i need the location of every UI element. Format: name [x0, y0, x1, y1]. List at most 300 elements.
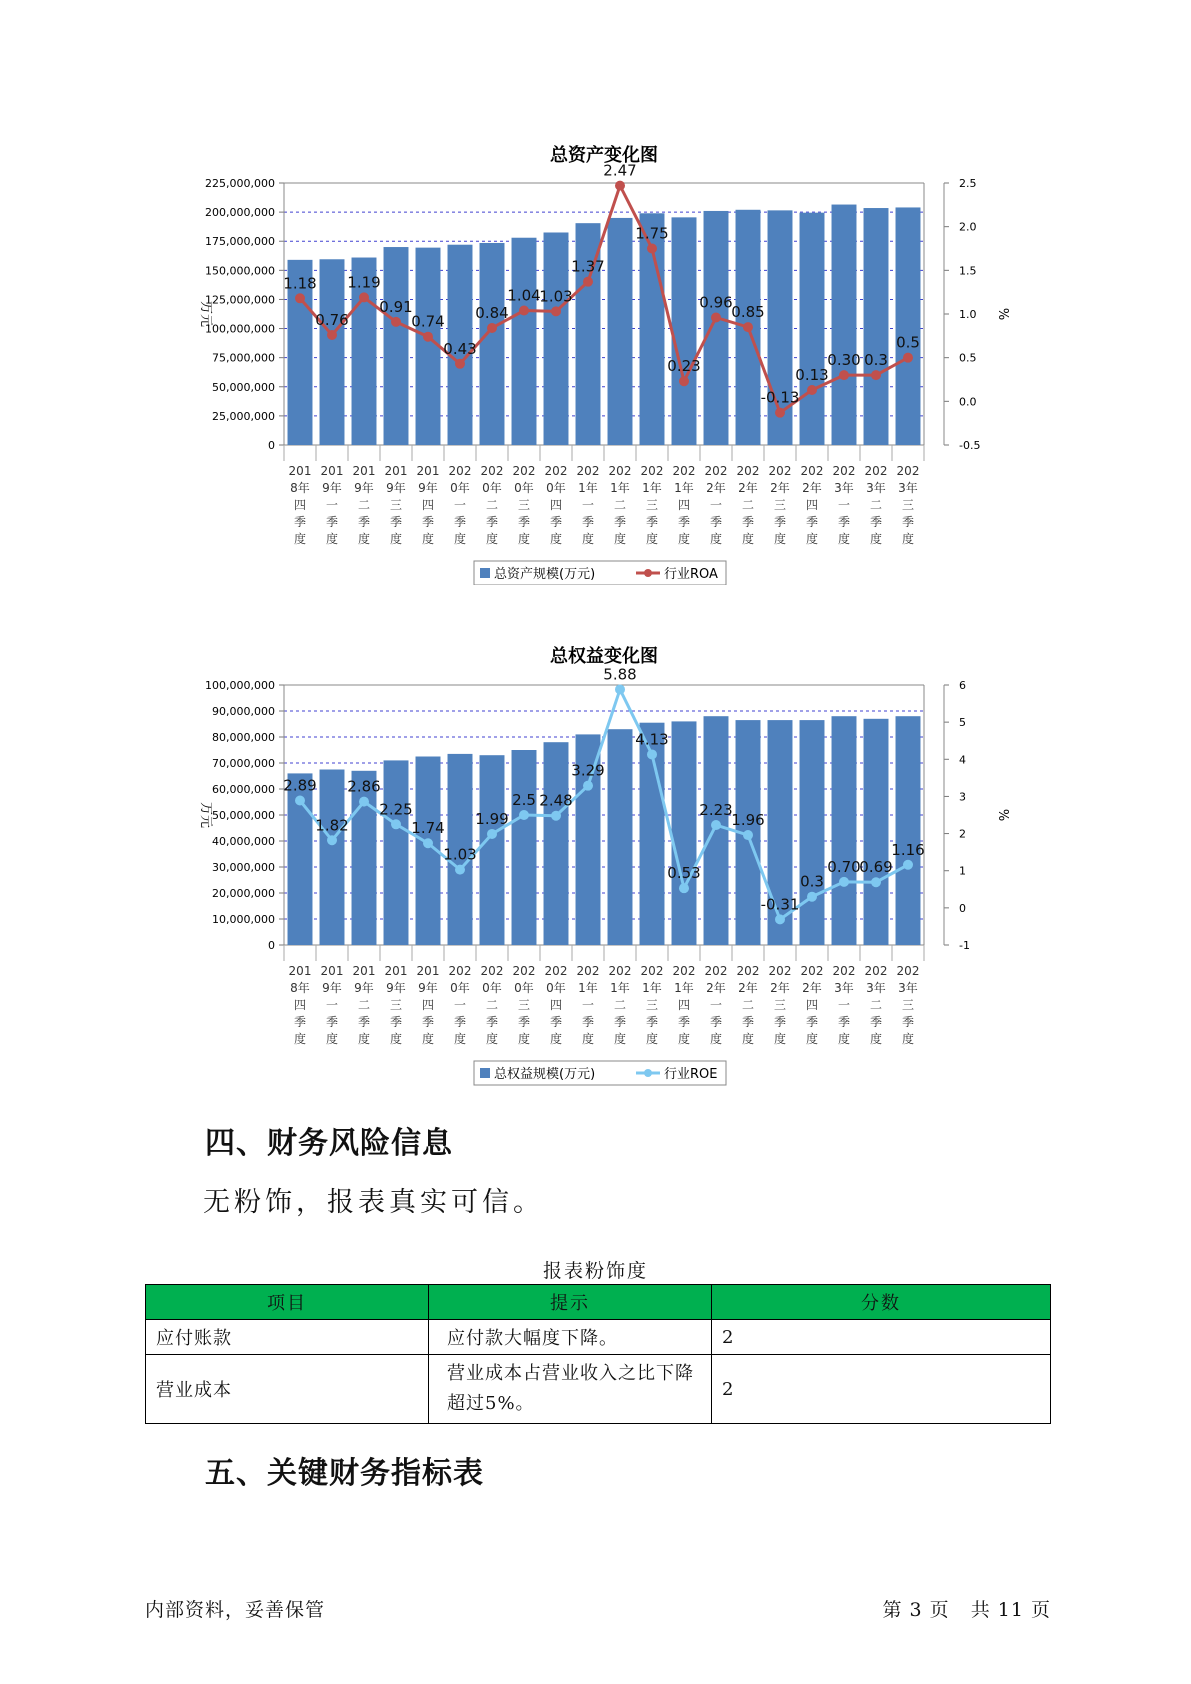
- right-tick-label: 5: [959, 716, 966, 730]
- category-label: 季: [837, 515, 851, 529]
- data-label: 0.13: [795, 365, 829, 384]
- legend-bar-swatch: [480, 568, 490, 578]
- category-label: 202: [672, 464, 696, 478]
- category-label: 1年: [610, 981, 630, 995]
- category-label: 度: [837, 532, 851, 546]
- category-label: 度: [453, 532, 467, 546]
- category-label: 202: [512, 464, 536, 478]
- category-label: 8年: [290, 981, 310, 995]
- category-label: 2年: [802, 481, 822, 495]
- data-label: 0.5: [896, 333, 920, 352]
- bar: [832, 716, 857, 945]
- category-label: 季: [741, 1015, 755, 1029]
- line-point: [679, 883, 689, 893]
- category-label: 季: [869, 1015, 883, 1029]
- data-label: 2.48: [539, 791, 573, 810]
- right-tick-label: 2: [959, 827, 966, 841]
- line-point: [519, 306, 529, 316]
- category-label: 0年: [514, 481, 534, 495]
- right-tick-label: 1.5: [959, 264, 977, 278]
- data-label: 0.91: [379, 297, 413, 316]
- category-label: 四: [805, 498, 819, 512]
- line-point: [679, 376, 689, 386]
- category-label: 一: [709, 498, 723, 512]
- category-label: 202: [768, 964, 792, 978]
- line-point: [871, 370, 881, 380]
- data-label: 3.29: [571, 761, 605, 780]
- category-label: 度: [421, 1032, 435, 1046]
- section-4-heading: 四、财务风险信息: [205, 1126, 453, 1161]
- category-label: 1年: [610, 481, 630, 495]
- category-label: 202: [736, 964, 760, 978]
- left-tick-label: 50,000,000: [212, 809, 275, 822]
- category-label: 202: [544, 464, 568, 478]
- category-label: 0年: [546, 481, 566, 495]
- right-tick-label: -1: [959, 939, 970, 952]
- y-axis-label-right: %: [995, 808, 1010, 822]
- chart-title: 总资产变化图: [550, 145, 658, 166]
- bar: [608, 218, 633, 445]
- category-label: 季: [421, 1015, 435, 1029]
- legend-line-label: 行业ROE: [664, 1067, 718, 1082]
- category-label: 3年: [866, 481, 886, 495]
- category-label: 202: [832, 964, 856, 978]
- category-label: 度: [901, 532, 915, 546]
- line-point: [583, 781, 593, 791]
- category-label: 度: [453, 1032, 467, 1046]
- table-cell-hint: 营业成本占营业收入之比下降超过5%。: [429, 1355, 712, 1424]
- bar: [384, 247, 409, 445]
- bar: [608, 729, 633, 945]
- category-label: 季: [581, 1015, 595, 1029]
- left-tick-label: 0: [268, 939, 275, 952]
- category-label: 1年: [674, 481, 694, 495]
- category-label: 度: [581, 1032, 595, 1046]
- total-equity-chart: [0, 640, 1191, 1094]
- data-label: 1.96: [731, 811, 765, 830]
- left-tick-label: 225,000,000: [205, 177, 275, 190]
- left-tick-label: 175,000,000: [205, 235, 275, 249]
- left-tick-label: 10,000,000: [212, 913, 275, 926]
- category-label: 季: [581, 515, 595, 529]
- category-label: 四: [421, 498, 435, 512]
- category-label: 1年: [642, 481, 662, 495]
- data-label: 2.86: [347, 777, 381, 796]
- left-tick-label: 90,000,000: [212, 705, 275, 718]
- bar: [544, 232, 569, 445]
- category-label: 度: [677, 532, 691, 546]
- data-label: 0.96: [699, 293, 733, 312]
- category-label: 3年: [898, 481, 918, 495]
- category-label: 三: [389, 498, 403, 512]
- line-point: [647, 244, 657, 254]
- legend-line-marker: [644, 1069, 652, 1077]
- category-label: 度: [901, 1032, 915, 1046]
- category-label: 9年: [354, 481, 374, 495]
- data-label: 2.5: [512, 791, 536, 809]
- category-label: 202: [576, 964, 600, 978]
- category-label: 201: [416, 464, 440, 478]
- data-label: 0.85: [731, 303, 765, 322]
- footer-page-number: 第 3 页 共 11 页: [882, 1599, 1051, 1621]
- category-label: 2年: [770, 481, 790, 495]
- left-tick-label: 30,000,000: [212, 861, 275, 874]
- data-label: 0.23: [667, 357, 701, 376]
- line-point: [423, 838, 433, 848]
- right-tick-label: 2.0: [959, 220, 977, 234]
- line-point: [839, 370, 849, 380]
- data-label: 1.99: [475, 809, 509, 828]
- category-label: 202: [448, 464, 472, 478]
- category-label: 0年: [450, 481, 470, 495]
- table-cell-item: 应付账款: [146, 1320, 429, 1355]
- line-point: [839, 877, 849, 887]
- category-label: 二: [869, 498, 883, 512]
- category-label: 201: [320, 464, 344, 478]
- category-label: 四: [549, 498, 563, 512]
- category-label: 9年: [322, 981, 342, 995]
- table-header-hint: 提示: [429, 1285, 712, 1320]
- category-label: 四: [805, 998, 819, 1012]
- category-label: 季: [741, 515, 755, 529]
- category-label: 季: [773, 1015, 787, 1029]
- table-caption: 报表粉饰度: [542, 1260, 648, 1282]
- line-point: [295, 796, 305, 806]
- right-tick-label: 3: [959, 790, 966, 804]
- category-label: 度: [517, 1032, 531, 1046]
- bar: [864, 208, 889, 445]
- chart-title: 总权益变化图: [550, 646, 658, 667]
- left-tick-label: 80,000,000: [212, 731, 275, 744]
- category-label: 度: [357, 532, 371, 546]
- line-point: [743, 830, 753, 840]
- category-label: 季: [485, 1015, 499, 1029]
- table-cell-hint: 应付款大幅度下降。: [429, 1320, 712, 1355]
- bar: [544, 742, 569, 945]
- line-point: [711, 820, 721, 830]
- data-label: 0.30: [827, 351, 861, 370]
- legend-line-label: 行业ROA: [664, 567, 718, 582]
- data-label: 0.69: [859, 858, 893, 877]
- line-point: [583, 277, 593, 287]
- category-label: 度: [645, 1032, 659, 1046]
- y-axis-label-right: %: [995, 307, 1010, 321]
- category-label: 度: [581, 532, 595, 546]
- category-label: 季: [517, 1015, 531, 1029]
- table-header-item: 项目: [146, 1285, 429, 1320]
- total-assets-chart-svg: [0, 135, 1191, 585]
- category-label: 202: [704, 964, 728, 978]
- data-label: 2.89: [283, 776, 317, 795]
- category-label: 季: [869, 515, 883, 529]
- category-label: 9年: [354, 981, 374, 995]
- data-label: -0.13: [760, 388, 800, 407]
- category-label: 季: [805, 515, 819, 529]
- category-label: 季: [453, 1015, 467, 1029]
- legend-bar-swatch: [480, 1068, 490, 1078]
- category-label: 三: [645, 498, 659, 512]
- category-label: 季: [453, 515, 467, 529]
- category-label: 三: [645, 998, 659, 1012]
- line-point: [455, 865, 465, 875]
- line-point: [391, 317, 401, 327]
- category-label: 三: [389, 998, 403, 1012]
- category-label: 3年: [834, 981, 854, 995]
- category-label: 度: [549, 532, 563, 546]
- category-label: 202: [800, 464, 824, 478]
- category-label: 一: [325, 998, 339, 1012]
- line-point: [903, 860, 913, 870]
- line-point: [327, 330, 337, 340]
- data-label: -0.31: [760, 895, 800, 914]
- category-label: 季: [293, 515, 307, 529]
- line-point: [807, 385, 817, 395]
- left-tick-label: 60,000,000: [212, 783, 275, 796]
- right-tick-label: -0.5: [959, 439, 981, 452]
- data-label: 1.03: [443, 845, 477, 864]
- data-label: 1.74: [411, 819, 445, 838]
- category-label: 度: [773, 532, 787, 546]
- category-label: 三: [517, 998, 531, 1012]
- data-label: 0.84: [475, 303, 509, 322]
- footer-confidential: 内部资料，妥善保管: [145, 1599, 326, 1621]
- category-label: 二: [485, 498, 499, 512]
- category-label: 度: [837, 1032, 851, 1046]
- category-label: 季: [901, 1015, 915, 1029]
- category-label: 度: [389, 1032, 403, 1046]
- category-label: 2年: [738, 481, 758, 495]
- line-point: [711, 312, 721, 322]
- category-label: 202: [480, 964, 504, 978]
- bar: [672, 217, 697, 445]
- category-label: 202: [768, 464, 792, 478]
- category-label: 8年: [290, 481, 310, 495]
- category-label: 季: [773, 515, 787, 529]
- category-label: 季: [421, 515, 435, 529]
- data-label: 2.23: [699, 801, 733, 820]
- data-label: 2.47: [603, 161, 637, 180]
- category-label: 度: [421, 532, 435, 546]
- data-label: 0.53: [667, 864, 701, 883]
- category-label: 季: [677, 1015, 691, 1029]
- category-label: 0年: [450, 981, 470, 995]
- data-label: 1.18: [283, 274, 317, 293]
- category-label: 1年: [578, 481, 598, 495]
- data-label: 0.43: [443, 339, 477, 358]
- category-label: 季: [677, 515, 691, 529]
- left-tick-label: 75,000,000: [212, 351, 275, 365]
- category-label: 三: [517, 498, 531, 512]
- category-label: 季: [837, 1015, 851, 1029]
- left-tick-label: 200,000,000: [205, 206, 275, 220]
- category-label: 1年: [674, 981, 694, 995]
- category-label: 度: [805, 1032, 819, 1046]
- category-label: 0年: [482, 481, 502, 495]
- category-label: 202: [608, 464, 632, 478]
- legend-bar-label: 总权益规模(万元): [494, 1067, 596, 1082]
- category-label: 9年: [386, 981, 406, 995]
- category-label: 2年: [770, 981, 790, 995]
- category-label: 度: [485, 1032, 499, 1046]
- table-row: [146, 1320, 1051, 1355]
- category-label: 季: [549, 1015, 563, 1029]
- bar: [416, 248, 441, 445]
- line-point: [359, 797, 369, 807]
- category-label: 三: [901, 998, 915, 1012]
- category-label: 3年: [834, 481, 854, 495]
- category-label: 季: [517, 515, 531, 529]
- category-label: 季: [325, 1015, 339, 1029]
- category-label: 度: [613, 1032, 627, 1046]
- category-label: 三: [773, 998, 787, 1012]
- bar: [704, 716, 729, 945]
- category-label: 0年: [482, 981, 502, 995]
- data-label: 0.76: [315, 310, 349, 329]
- category-label: 一: [453, 998, 467, 1012]
- category-label: 度: [741, 532, 755, 546]
- category-label: 202: [896, 964, 920, 978]
- category-label: 202: [480, 464, 504, 478]
- table-cell-item: 营业成本: [146, 1355, 429, 1424]
- category-label: 一: [325, 498, 339, 512]
- category-label: 四: [293, 998, 307, 1012]
- left-tick-label: 20,000,000: [212, 887, 275, 900]
- category-label: 202: [736, 464, 760, 478]
- category-label: 度: [357, 1032, 371, 1046]
- table-header-score: 分数: [712, 1285, 1051, 1320]
- line-point: [551, 306, 561, 316]
- category-label: 201: [384, 464, 408, 478]
- right-tick-label: 0: [959, 901, 966, 915]
- category-label: 201: [320, 964, 344, 978]
- left-tick-label: 0: [268, 439, 275, 452]
- line-point: [647, 749, 657, 759]
- line-point: [871, 877, 881, 887]
- category-label: 度: [645, 532, 659, 546]
- category-label: 度: [293, 532, 307, 546]
- category-label: 度: [613, 532, 627, 546]
- category-label: 三: [901, 498, 915, 512]
- table-row: [146, 1355, 1051, 1424]
- line-point: [327, 835, 337, 845]
- line-point: [551, 811, 561, 821]
- y-axis-label-left: 万元: [198, 801, 213, 829]
- category-label: 季: [293, 1015, 307, 1029]
- category-label: 2年: [802, 981, 822, 995]
- category-label: 度: [485, 532, 499, 546]
- category-label: 202: [800, 964, 824, 978]
- category-label: 202: [544, 964, 568, 978]
- left-tick-label: 50,000,000: [212, 380, 275, 394]
- category-label: 9年: [418, 981, 438, 995]
- right-tick-label: 1: [959, 864, 966, 878]
- category-label: 季: [485, 515, 499, 529]
- total-equity-chart-svg: [0, 640, 1191, 1090]
- bar: [800, 213, 825, 445]
- line-point: [391, 819, 401, 829]
- category-label: 2年: [706, 481, 726, 495]
- data-label: 1.04: [507, 286, 541, 305]
- category-label: 季: [613, 1015, 627, 1029]
- left-tick-label: 40,000,000: [212, 835, 275, 848]
- category-label: 度: [741, 1032, 755, 1046]
- category-label: 1年: [642, 981, 662, 995]
- legend-line-marker: [644, 569, 652, 577]
- category-label: 季: [389, 515, 403, 529]
- category-label: 四: [421, 998, 435, 1012]
- left-tick-label: 100,000,000: [205, 322, 275, 336]
- category-label: 二: [485, 998, 499, 1012]
- category-label: 202: [608, 964, 632, 978]
- bar: [512, 238, 537, 445]
- right-tick-label: 6: [959, 679, 966, 692]
- bar: [512, 750, 537, 945]
- category-label: 二: [741, 498, 755, 512]
- category-label: 二: [357, 498, 371, 512]
- bar: [320, 770, 345, 946]
- category-label: 202: [512, 964, 536, 978]
- data-label: 0.70: [827, 857, 861, 876]
- bar: [480, 755, 505, 945]
- line-point: [743, 322, 753, 332]
- legend-bar-label: 总资产规模(万元): [494, 567, 596, 582]
- right-tick-label: 0.0: [959, 395, 977, 409]
- section-5-heading: 五、关键财务指标表: [205, 1456, 484, 1491]
- category-label: 201: [352, 964, 376, 978]
- bar: [320, 259, 345, 445]
- category-label: 四: [677, 998, 691, 1012]
- data-label: 1.37: [571, 257, 605, 276]
- category-label: 202: [864, 464, 888, 478]
- data-label: 1.03: [539, 287, 573, 306]
- category-label: 度: [709, 532, 723, 546]
- category-label: 度: [869, 532, 883, 546]
- data-label: 0.3: [864, 351, 888, 370]
- category-label: 201: [416, 964, 440, 978]
- category-label: 2年: [706, 981, 726, 995]
- category-label: 季: [805, 1015, 819, 1029]
- category-label: 一: [581, 498, 595, 512]
- category-label: 度: [549, 1032, 563, 1046]
- bar: [864, 719, 889, 945]
- right-tick-label: 2.5: [959, 177, 977, 190]
- line-point: [615, 684, 625, 694]
- left-tick-label: 70,000,000: [212, 757, 275, 770]
- category-label: 9年: [386, 481, 406, 495]
- category-label: 一: [453, 498, 467, 512]
- category-label: 二: [613, 998, 627, 1012]
- data-label: 4.13: [635, 730, 669, 749]
- y-axis-label-left: 万元: [198, 300, 213, 328]
- left-tick-label: 125,000,000: [205, 293, 275, 307]
- category-label: 二: [741, 998, 755, 1012]
- bar: [480, 243, 505, 445]
- category-label: 季: [709, 1015, 723, 1029]
- category-label: 1年: [578, 981, 598, 995]
- bar: [672, 721, 697, 945]
- category-label: 201: [288, 964, 312, 978]
- line-point: [423, 332, 433, 342]
- right-tick-label: 1.0: [959, 308, 977, 321]
- right-tick-label: 4: [959, 753, 966, 767]
- category-label: 201: [352, 464, 376, 478]
- bar: [832, 205, 857, 445]
- category-label: 季: [357, 515, 371, 529]
- category-label: 度: [805, 532, 819, 546]
- category-label: 四: [293, 498, 307, 512]
- category-label: 度: [293, 1032, 307, 1046]
- bar: [896, 716, 921, 945]
